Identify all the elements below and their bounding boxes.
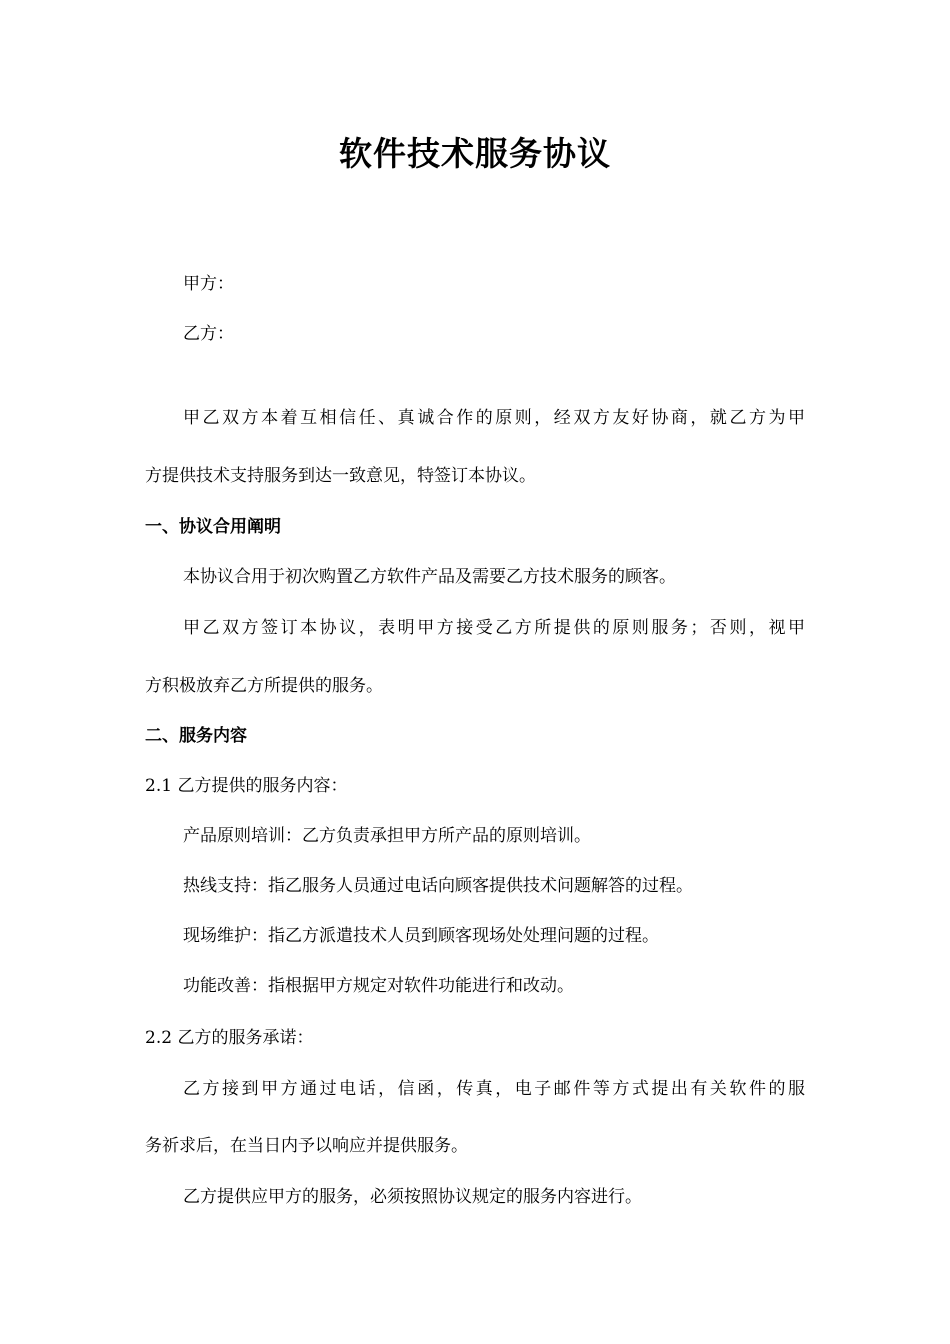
service-item: 功能改善：指根据甲方规定对软件功能进行和改动。 — [183, 976, 574, 996]
section-heading-scope: 一、协议合用阐明 — [145, 517, 281, 537]
intro-paragraph-line: 甲乙双方本着互相信任、真诚合作的原则，经双方友好协商，就乙方为甲 — [183, 408, 805, 428]
clause-2-2: 2.2 乙方的服务承诺： — [145, 1028, 314, 1048]
party-b-label: 乙方： — [183, 324, 234, 344]
clause-2-1: 2.1 乙方提供的服务内容： — [145, 776, 348, 796]
scope-paragraph: 本协议合用于初次购置乙方软件产品及需要乙方技术服务的顾客。 — [183, 567, 676, 587]
promise-paragraph: 乙方提供应甲方的服务，必须按照协议规定的服务内容进行。 — [183, 1187, 642, 1207]
scope-paragraph-line: 方积极放弃乙方所提供的服务。 — [145, 676, 383, 696]
promise-paragraph-line: 务祈求后，在当日内予以响应并提供服务。 — [145, 1136, 468, 1156]
document-title: 软件技术服务协议 — [339, 134, 611, 173]
section-heading-services: 二、服务内容 — [145, 726, 247, 746]
service-item: 产品原则培训：乙方负责承担甲方所产品的原则培训。 — [183, 826, 591, 846]
service-item: 现场维护：指乙方派遣技术人员到顾客现场处处理问题的过程。 — [183, 926, 659, 946]
promise-paragraph-line: 乙方接到甲方通过电话，信函，传真，电子邮件等方式提出有关软件的服 — [183, 1079, 805, 1099]
intro-paragraph-line: 方提供技术支持服务到达一致意见，特签订本协议。 — [145, 466, 536, 486]
scope-paragraph-line: 甲乙双方签订本协议，表明甲方接受乙方所提供的原则服务；否则，视甲 — [183, 618, 805, 638]
party-a-label: 甲方： — [183, 274, 234, 294]
service-item: 热线支持：指乙服务人员通过电话向顾客提供技术问题解答的过程。 — [183, 876, 693, 896]
